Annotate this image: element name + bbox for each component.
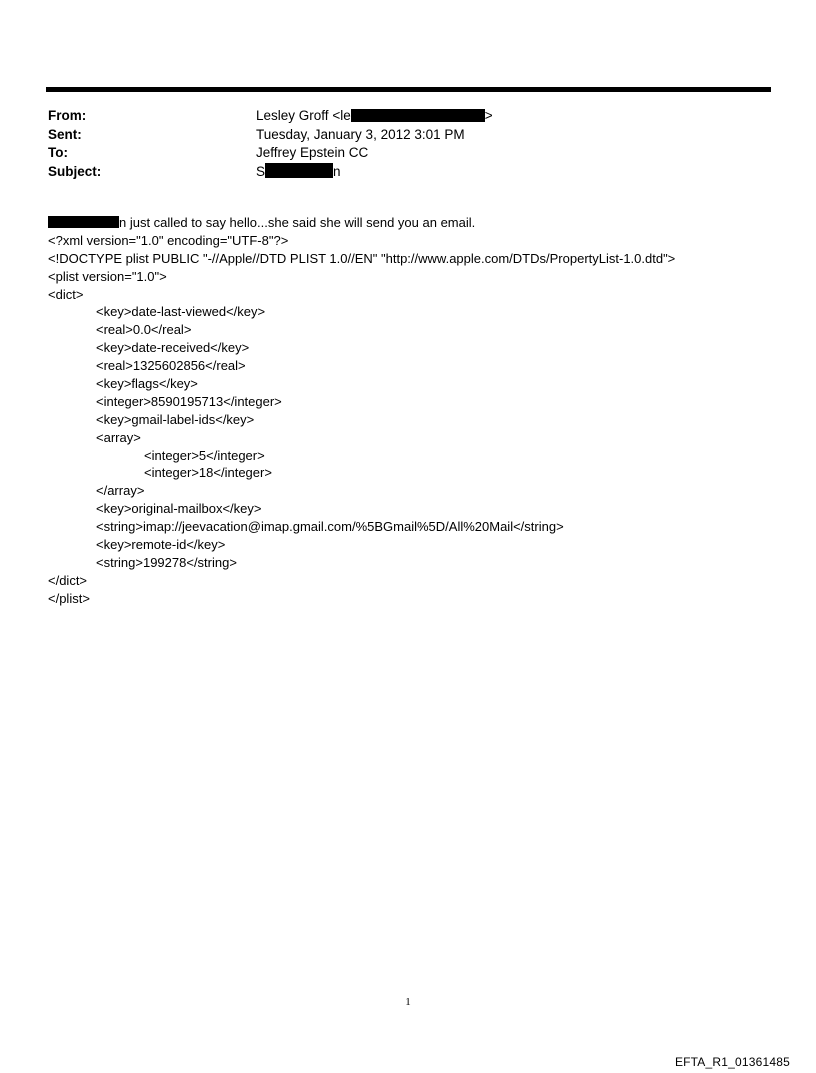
plist-line: <key>gmail-label-ids</key> [96, 411, 255, 427]
from-row [48, 107, 748, 126]
subject-row [48, 163, 748, 182]
subject-lead: S [256, 163, 266, 179]
plist-line: <?xml version="1.0" encoding="UTF-8"?> [48, 232, 289, 248]
sender-address-close: > [484, 108, 493, 123]
redaction-bar [351, 109, 485, 122]
sender-name: Lesley Groff [256, 108, 329, 123]
sent-label: Sent: [48, 126, 82, 142]
plist-line: <!DOCTYPE plist PUBLIC "-//Apple//DTD PLIST 1.0//EN" "http://www.apple.com/DTDs/PropertyList-1.0.dtd"> [48, 250, 676, 266]
plist-line: <key>remote-id</key> [96, 537, 226, 553]
sender-address-open: <le [332, 108, 351, 123]
plist-line: </dict> [48, 572, 88, 588]
plist-line: <key>original-mailbox</key> [96, 501, 262, 517]
to-label: To: [48, 145, 68, 160]
email-body [48, 214, 788, 608]
page-number: 1 [405, 996, 411, 1008]
subject-tail: n [333, 163, 341, 179]
plist-line: <plist version="1.0"> [48, 268, 167, 284]
plist-line: <key>date-received</key> [96, 340, 250, 356]
plist-line: <key>date-last-viewed</key> [96, 304, 266, 320]
plist-line: <dict> [48, 286, 84, 302]
from-label: From: [48, 108, 87, 123]
plist-line: </array> [96, 483, 145, 499]
redaction-bar [265, 163, 333, 178]
plist-line: <real>1325602856</real> [96, 358, 246, 374]
plist-line: <string>199278</string> [96, 554, 237, 570]
subject-label: Subject: [48, 163, 102, 179]
subject-value [256, 163, 341, 181]
from-value [256, 107, 493, 125]
plist-line: <real>0.0</real> [96, 322, 192, 338]
plist-line: <integer>8590195713</integer> [96, 393, 282, 409]
plist-line: <integer>5</integer> [144, 447, 265, 463]
email-header [48, 107, 748, 181]
plist-line: <integer>18</integer> [144, 465, 272, 481]
intro-text: n just called to say hello...she said she will send you an email. [119, 215, 476, 230]
plist-line: <array> [96, 429, 141, 445]
header-divider [46, 87, 771, 92]
redaction-bar [48, 216, 119, 228]
to-value: Jeffrey Epstein CC [256, 145, 369, 160]
to-row [48, 144, 748, 163]
sent-value: Tuesday, January 3, 2012 3:01 PM [256, 126, 465, 142]
plist-line: </plist> [48, 590, 90, 606]
document-id: EFTA_R1_01361485 [674, 1055, 790, 1069]
sent-row [48, 126, 748, 145]
intro-line [48, 214, 788, 232]
plist-line: <key>flags</key> [96, 376, 198, 392]
plist-line: <string>imap://jeevacation@imap.gmail.com/%5BGmail%5D/All%20Mail</string> [96, 519, 564, 535]
